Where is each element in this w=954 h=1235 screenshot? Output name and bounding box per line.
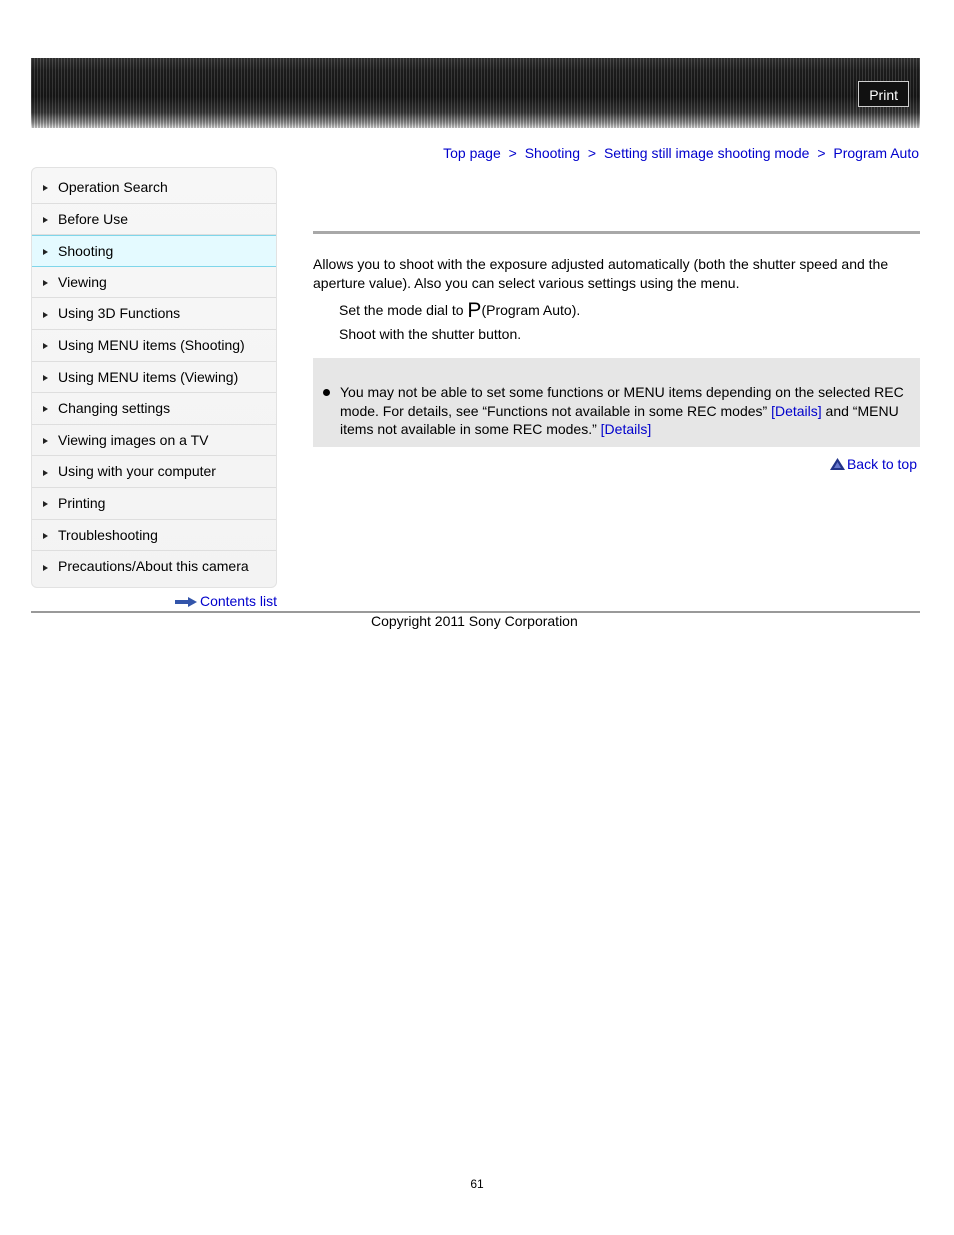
sidebar-item-operation-search[interactable] (32, 172, 276, 204)
arrow-right-icon (43, 438, 48, 444)
back-to-top-label: Back to top (846, 456, 917, 472)
sidebar-item-menu-shooting[interactable] (32, 330, 276, 362)
sidebar-item-label: Changing settings (58, 400, 171, 417)
arrow-right-icon (43, 280, 48, 286)
sidebar-item-label: Viewing images on a TV (58, 431, 209, 448)
step-1-text-before: Set the mode dial to (339, 302, 468, 318)
step-1-text-after: (Program Auto). (481, 302, 581, 318)
sidebar-item-label: Using with your computer (58, 463, 216, 480)
sidebar-item-label: Printing (58, 494, 106, 511)
sidebar-item-printing[interactable] (32, 488, 276, 520)
note-box (313, 358, 920, 447)
print-button[interactable]: Print (858, 81, 909, 107)
sidebar-item-label: Before Use (58, 210, 129, 227)
arrow-right-icon (43, 565, 48, 571)
breadcrumb (443, 145, 919, 161)
sidebar-item-before-use[interactable] (32, 204, 276, 236)
details-link-rec-modes[interactable]: [Details] (771, 402, 822, 419)
sidebar-item-using-3d-functions[interactable] (32, 298, 276, 330)
contents-list-label: Contents list (199, 593, 277, 609)
page-description: Allows you to shoot with the exposure adjusted automatically (both the shutter speed and the aperture value). Also you can select various settings using the menu. (313, 256, 889, 291)
sidebar-item-changing-settings[interactable] (32, 393, 276, 425)
sidebar-item-label: Using MENU items (Shooting) (58, 336, 245, 353)
note-text (340, 383, 915, 439)
note-text-part2: and “MENU items not available in some REC modes.” (340, 402, 899, 437)
sidebar-item-label: Viewing (58, 273, 107, 290)
arrow-right-icon (43, 312, 48, 318)
arrow-right-icon (175, 597, 197, 607)
arrow-right-icon (43, 406, 48, 412)
arrow-right-icon (43, 185, 48, 191)
sidebar-item-label: Operation Search (58, 179, 168, 195)
sidebar-item-menu-viewing[interactable] (32, 362, 276, 394)
page-number: 61 (470, 1177, 484, 1191)
sidebar-item-precautions[interactable] (32, 551, 276, 583)
note-text-part1: You may not be able to set some functions or MENU items depending on the selected REC mode. For details, see “Functions not available in some REC modes” (340, 384, 904, 419)
step-2: Shoot with the shutter button. (339, 326, 522, 342)
sidebar-item-label: Using 3D Functions (58, 305, 181, 322)
arrow-right-icon (43, 470, 48, 476)
sidebar-item-label: Using MENU items (Viewing) (58, 368, 239, 385)
breadcrumb-shooting[interactable]: Shooting (524, 145, 580, 161)
arrow-right-icon (43, 249, 48, 255)
arrow-right-icon (43, 343, 48, 349)
arrow-right-icon (43, 501, 48, 507)
sidebar-item-viewing-on-tv[interactable] (32, 425, 276, 457)
sidebar-item-label: Precautions/About this camera (58, 558, 249, 575)
sidebar-item-troubleshooting[interactable] (32, 520, 276, 552)
arrow-right-icon (43, 533, 48, 539)
bullet-icon (323, 389, 330, 396)
details-link-menu-items[interactable]: [Details] (600, 421, 652, 437)
copyright-text: Copyright 2011 Sony Corporation (371, 613, 578, 629)
sidebar-item-label: Shooting (58, 243, 114, 260)
title-divider (313, 231, 920, 234)
sidebar-item-using-with-computer[interactable] (32, 456, 276, 488)
arrow-right-icon (43, 217, 48, 223)
arrow-right-icon (43, 375, 48, 381)
triangle-up-icon (830, 458, 845, 470)
program-auto-p-icon: P (467, 299, 482, 322)
breadcrumb-top-page[interactable]: Top page (443, 145, 501, 161)
header-banner (31, 58, 920, 128)
back-to-top-link[interactable] (830, 456, 917, 472)
sidebar-nav (31, 167, 277, 588)
breadcrumb-separator: > (817, 145, 826, 161)
breadcrumb-separator: > (587, 145, 597, 161)
sidebar-item-shooting[interactable] (31, 235, 277, 267)
contents-list-link[interactable] (175, 593, 277, 609)
breadcrumb-separator: > (508, 145, 517, 161)
breadcrumb-setting-still-image-mode[interactable]: Setting still image shooting mode (603, 145, 810, 161)
sidebar-item-label: Troubleshooting (58, 526, 158, 543)
sidebar-item-viewing[interactable] (32, 267, 276, 299)
step-1 (339, 299, 580, 323)
breadcrumb-program-auto[interactable]: Program Auto (833, 145, 919, 161)
